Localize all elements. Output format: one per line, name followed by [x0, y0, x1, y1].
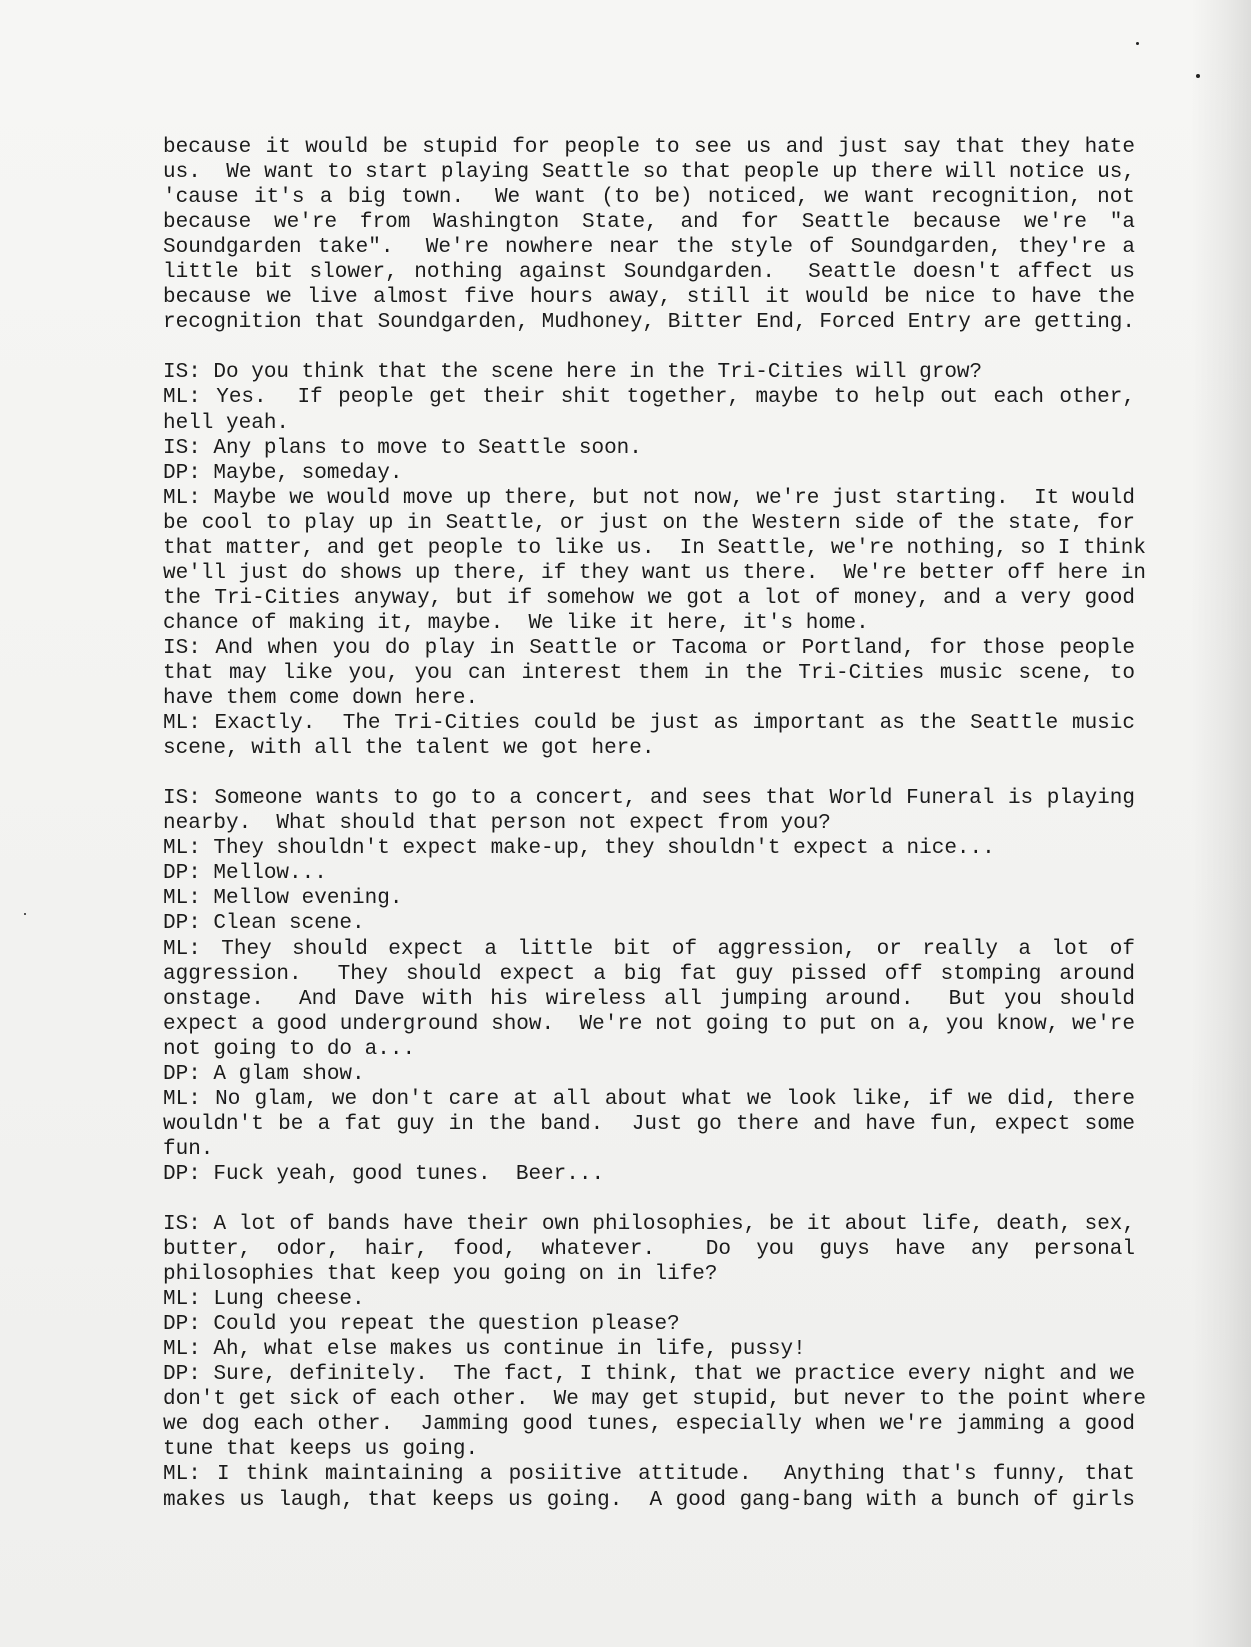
text-line: IS: Do you think that the scene here in the Tri-Cities will grow?	[163, 361, 983, 385]
text-line: IS: Any plans to move to Seattle soon.	[163, 436, 642, 460]
text-line: makes us laugh, that keeps us going. A good gang-bang with a bunch of girls	[163, 1488, 1135, 1512]
text-line: DP: Mellow...	[163, 862, 327, 886]
text-line: butter, odor, hair, food, whatever. Do you guys have any personal	[163, 1238, 1135, 1262]
text-line: IS: And when you do play in Seattle or Tacoma or Portland, for those people	[163, 636, 1135, 660]
text-line: scene, with all the talent we got here.	[163, 737, 655, 761]
text-line: the Tri-Cities anyway, but if somehow we got a lot of money, and a very good	[163, 586, 1135, 610]
text-line: philosophies that keep you going on in life?	[163, 1263, 718, 1287]
text-line: aggression. They should expect a big fat guy pissed off stomping around	[163, 962, 1135, 986]
text-line: that may like you, you can interest them in the Tri-Cities music scene, to	[163, 661, 1135, 685]
text-line: ML: No glam, we don't care at all about what we look like, if we did, there	[163, 1087, 1135, 1111]
text-line: have them come down here.	[163, 687, 479, 711]
text-line: ML: They should expect a little bit of aggression, or really a lot of	[163, 937, 1135, 961]
text-line: because we live almost five hours away, still it would be nice to have the	[163, 286, 1135, 310]
paragraph-gap	[163, 335, 1135, 360]
text-line: 'cause it's a big town. We want (to be) noticed, we want recognition, not	[163, 186, 1135, 210]
text-line: tune that keeps us going.	[163, 1438, 479, 1462]
text-line: IS: A lot of bands have their own philosophies, be it about life, death, sex,	[163, 1213, 1135, 1237]
text-line: be cool to play up in Seattle, or just on the Western side of the state, for	[163, 511, 1135, 535]
paragraph-gap	[163, 761, 1135, 786]
text-line: because it would be stupid for people to see us and just say that they hate	[163, 136, 1135, 159]
text-line: don't get sick of each other. We may get stupid, but never to the point where	[163, 1388, 1146, 1412]
scan-speck	[1136, 42, 1139, 45]
text-line: onstage. And Dave with his wireless all jumping around. But you should	[163, 987, 1135, 1011]
text-line: not going to do a...	[163, 1037, 416, 1061]
text-line: DP: Fuck yeah, good tunes. Beer...	[163, 1162, 605, 1186]
text-line: recognition that Soundgarden, Mudhoney, Bitter End, Forced Entry are getting.	[163, 311, 1135, 335]
text-line: ML: Exactly. The Tri-Cities could be just as important as the Seattle music	[163, 712, 1135, 736]
text-line: chance of making it, maybe. We like it here, it's home.	[163, 611, 869, 635]
text-line: ML: Yes. If people get their shit together, maybe to help out each other,	[163, 386, 1135, 410]
text-line: DP: A glam show.	[163, 1062, 365, 1086]
scan-speck	[1196, 74, 1200, 78]
page-edge-shadow	[1191, 0, 1251, 1647]
text-line: ML: Lung cheese.	[163, 1288, 365, 1312]
text-line: hell yeah.	[163, 411, 290, 435]
document-body	[163, 135, 1146, 1513]
text-line: ML: Mellow evening.	[163, 887, 403, 911]
text-line: DP: Maybe, someday.	[163, 461, 403, 485]
text-line: IS: Someone wants to go to a concert, and sees that World Funeral is playing	[163, 787, 1135, 811]
text-line: Soundgarden take". We're nowhere near the style of Soundgarden, they're a	[163, 236, 1135, 260]
text-line: that matter, and get people to like us. In Seattle, we're nothing, so I think	[163, 536, 1146, 560]
text-line: expect a good underground show. We're not going to put on a, you know, we're	[163, 1012, 1135, 1036]
text-line: nearby. What should that person not expect from you?	[163, 812, 831, 836]
text-line: us. We want to start playing Seattle so that people up there will notice us,	[163, 161, 1135, 185]
text-line: ML: They shouldn't expect make-up, they shouldn't expect a nice...	[163, 837, 995, 861]
text-line: DP: Clean scene.	[163, 912, 365, 936]
text-line: fun.	[163, 1137, 214, 1161]
scan-speck	[24, 913, 26, 915]
text-line: DP: Sure, definitely. The fact, I think, that we practice every night and we	[163, 1363, 1135, 1387]
text-line: wouldn't be a fat guy in the band. Just go there and have fun, expect some	[163, 1112, 1135, 1136]
text-line: ML: Ah, what else makes us continue in life, pussy!	[163, 1338, 806, 1362]
text-line: ML: I think maintaining a posiitive attitude. Anything that's funny, that	[163, 1463, 1135, 1487]
text-line: we'll just do shows up there, if they want us there. We're better off here in	[163, 561, 1146, 585]
text-line: DP: Could you repeat the question please?	[163, 1313, 680, 1337]
text-line: ML: Maybe we would move up there, but not now, we're just starting. It would	[163, 486, 1135, 510]
paragraph-gap	[163, 1187, 1135, 1212]
text-line: because we're from Washington State, and for Seattle because we're "a	[163, 211, 1135, 235]
text-line: we dog each other. Jamming good tunes, especially when we're jamming a good	[163, 1413, 1135, 1437]
text-line: little bit slower, nothing against Soundgarden. Seattle doesn't affect us	[163, 261, 1135, 285]
